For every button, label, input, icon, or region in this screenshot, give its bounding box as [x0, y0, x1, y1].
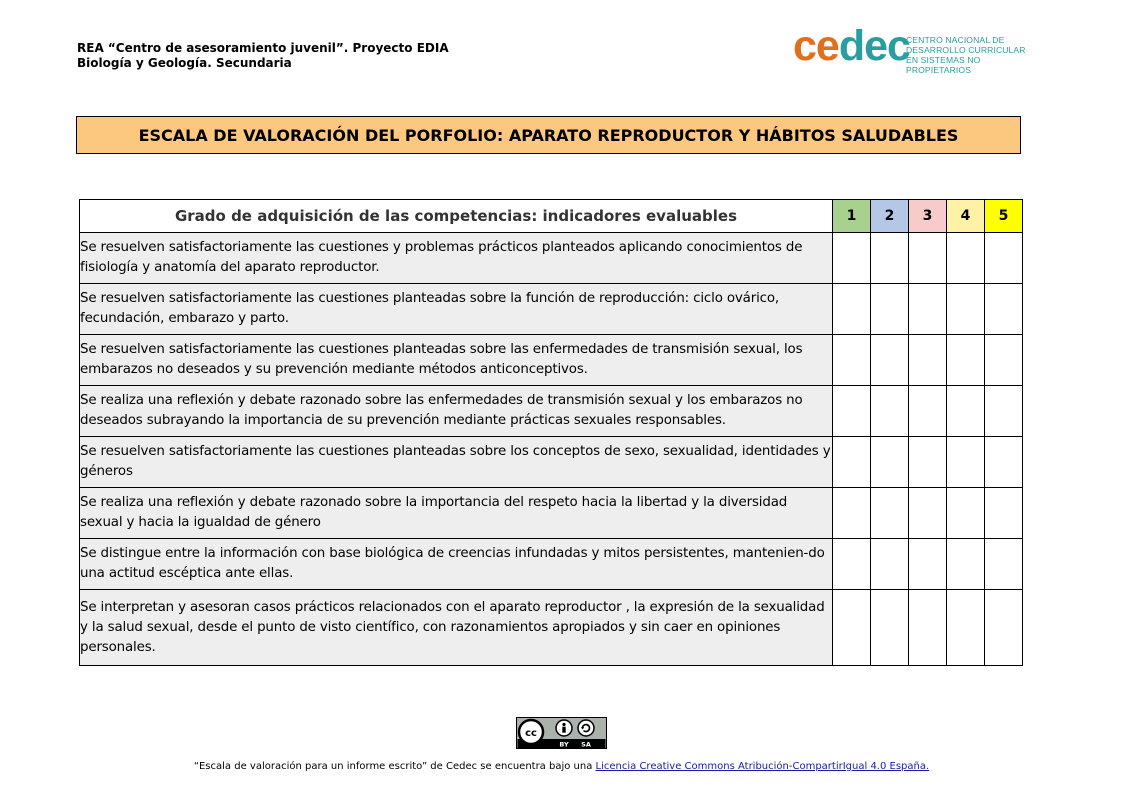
score-header-2: 2 — [871, 200, 909, 233]
score-cell-4[interactable] — [947, 335, 985, 386]
indicator-text: Se realiza una reflexión y debate razonado sobre las enfermedades de transmisión sexual y los embarazos no deseados subrayando la importancia de su prevención mediante prácticas sexuales responsables. — [80, 386, 833, 437]
svg-text:cc: cc — [525, 728, 537, 739]
score-cell-5[interactable] — [985, 539, 1023, 590]
rubric-header-label: Grado de adquisición de las competencias: indicadores evaluables — [80, 200, 833, 233]
indicator-text: Se resuelven satisfactoriamente las cuestiones planteadas sobre las enfermedades de transmisión sexual, los embarazos no deseados y su prevención mediante métodos anticonceptivos. — [80, 335, 833, 386]
score-cell-3[interactable] — [909, 437, 947, 488]
score-cell-3[interactable] — [909, 488, 947, 539]
cedec-logo-subtitle: CENTRO NACIONAL DE DESARROLLO CURRICULAR EN SISTEMAS NO PROPIETARIOS — [906, 35, 1026, 75]
document-header — [77, 41, 449, 71]
indicator-text: Se interpretan y asesoran casos prácticos relacionados con el aparato reproductor , la expresión de la sexualidad y la salud sexual, desde el punto de visto científico, con razonamientos apropiados y sin caer en opiniones personales. — [80, 590, 833, 666]
indicator-text: Se distingue entre la información con base biológica de creencias infundadas y mitos persistentes, mantenien-do una actitud escéptica ante ellas. — [80, 539, 833, 590]
indicator-text: Se resuelven satisfactoriamente las cuestiones planteadas sobre la función de reproducción: ciclo ovárico, fecundación, embarazo y parto. — [80, 284, 833, 335]
score-cell-1[interactable] — [833, 488, 871, 539]
score-cell-1[interactable] — [833, 590, 871, 666]
svg-text:SA: SA — [581, 740, 591, 749]
score-cell-2[interactable] — [871, 590, 909, 666]
score-cell-2[interactable] — [871, 335, 909, 386]
rubric-header-row — [80, 200, 1023, 233]
table-row — [80, 386, 1023, 437]
score-header-3: 3 — [909, 200, 947, 233]
score-header-1: 1 — [833, 200, 871, 233]
indicator-text: Se resuelven satisfactoriamente las cuestiones planteadas sobre los conceptos de sexo, sexualidad, identidades y géneros — [80, 437, 833, 488]
rubric-table — [79, 199, 1023, 666]
table-row — [80, 335, 1023, 386]
score-cell-2[interactable] — [871, 437, 909, 488]
score-cell-4[interactable] — [947, 284, 985, 335]
score-cell-4[interactable] — [947, 233, 985, 284]
license-link[interactable]: Licencia Creative Commons Atribución-CompartirIgual 4.0 España. — [595, 761, 930, 772]
svg-text:BY: BY — [559, 740, 569, 749]
score-header-5: 5 — [985, 200, 1023, 233]
score-cell-4[interactable] — [947, 539, 985, 590]
score-header-4: 4 — [947, 200, 985, 233]
score-cell-2[interactable] — [871, 488, 909, 539]
cedec-logo — [793, 22, 1038, 75]
table-row — [80, 488, 1023, 539]
table-row — [80, 233, 1023, 284]
score-cell-1[interactable] — [833, 335, 871, 386]
page-title: ESCALA DE VALORACIÓN DEL PORFOLIO: APARATO REPRODUCTOR Y HÁBITOS SALUDABLES — [76, 116, 1021, 154]
indicator-text: Se resuelven satisfactoriamente las cuestiones y problemas prácticos planteados aplicando conocimientos de fisiología y anatomía del aparato reproductor. — [80, 233, 833, 284]
score-cell-5[interactable] — [985, 233, 1023, 284]
header-subject-line: Biología y Geología. Secundaria — [77, 56, 292, 70]
score-cell-5[interactable] — [985, 590, 1023, 666]
cedec-logo-word: cedec — [793, 22, 910, 70]
score-cell-1[interactable] — [833, 284, 871, 335]
score-cell-3[interactable] — [909, 539, 947, 590]
score-cell-3[interactable] — [909, 386, 947, 437]
license-text: “Escala de valoración para un informe escrito” de Cedec se encuentra bajo una — [193, 761, 596, 772]
score-cell-1[interactable] — [833, 539, 871, 590]
score-cell-3[interactable] — [909, 284, 947, 335]
score-cell-4[interactable] — [947, 590, 985, 666]
table-row — [80, 539, 1023, 590]
score-cell-1[interactable] — [833, 437, 871, 488]
score-cell-2[interactable] — [871, 539, 909, 590]
score-cell-2[interactable] — [871, 284, 909, 335]
score-cell-2[interactable] — [871, 386, 909, 437]
sa-share-icon — [578, 720, 594, 736]
score-cell-2[interactable] — [871, 233, 909, 284]
score-cell-4[interactable] — [947, 386, 985, 437]
score-cell-5[interactable] — [985, 386, 1023, 437]
score-cell-4[interactable] — [947, 437, 985, 488]
score-cell-3[interactable] — [909, 590, 947, 666]
score-cell-3[interactable] — [909, 335, 947, 386]
header-project-line: REA “Centro de asesoramiento juvenil”. Proyecto EDIA — [77, 41, 449, 55]
score-cell-5[interactable] — [985, 284, 1023, 335]
table-row — [80, 284, 1023, 335]
score-cell-5[interactable] — [985, 488, 1023, 539]
table-row — [80, 590, 1023, 666]
score-cell-1[interactable] — [833, 386, 871, 437]
indicator-text: Se realiza una reflexión y debate razonado sobre la importancia del respeto hacia la libertad y la diversidad sexual y hacia la igualdad de género — [80, 488, 833, 539]
score-cell-5[interactable] — [985, 437, 1023, 488]
score-cell-1[interactable] — [833, 233, 871, 284]
table-row — [80, 437, 1023, 488]
license-footer — [0, 761, 1123, 772]
score-cell-4[interactable] — [947, 488, 985, 539]
score-cell-3[interactable] — [909, 233, 947, 284]
score-cell-5[interactable] — [985, 335, 1023, 386]
cc-by-sa-badge[interactable] — [516, 717, 607, 749]
